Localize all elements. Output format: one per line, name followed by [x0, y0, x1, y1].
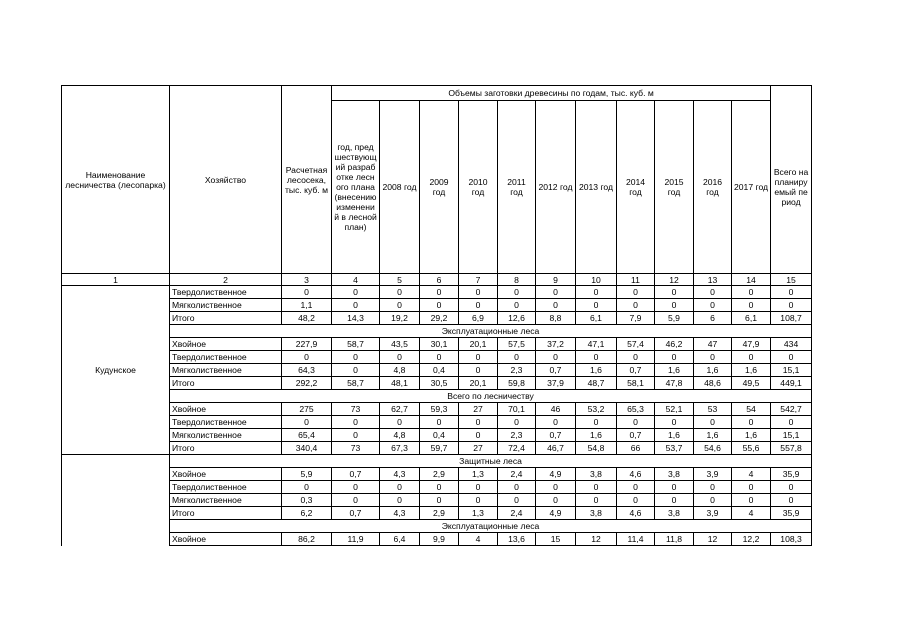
- column-number: 14: [732, 274, 771, 286]
- value-cell: 47,9: [732, 338, 771, 351]
- value-cell: 0: [498, 416, 536, 429]
- value-cell: 0: [732, 494, 771, 507]
- column-number: 1: [62, 274, 170, 286]
- value-cell: 1,6: [576, 429, 617, 442]
- table-row: [62, 494, 812, 507]
- column-number: 7: [459, 274, 498, 286]
- value-cell: 20,1: [459, 338, 498, 351]
- value-cell: 0: [576, 299, 617, 312]
- value-cell: 6: [694, 312, 732, 325]
- header-row-1: [62, 86, 812, 101]
- value-cell: 4,6: [617, 468, 655, 481]
- farm-type-cell: Мягколиственное: [170, 364, 282, 377]
- forestry-name-cell: [62, 455, 170, 546]
- table-row: [62, 364, 812, 377]
- value-cell: 47,8: [655, 377, 694, 390]
- header-year-2010: 2010 год: [459, 101, 498, 274]
- table-row: [62, 338, 812, 351]
- value-cell: 86,2: [282, 533, 332, 546]
- farm-type-cell: Хвойное: [170, 533, 282, 546]
- value-cell: 53,2: [576, 403, 617, 416]
- value-cell: 0: [694, 416, 732, 429]
- value-cell: 0: [282, 286, 332, 299]
- value-cell: 0: [420, 416, 459, 429]
- value-cell: 7,9: [617, 312, 655, 325]
- value-cell: 55,6: [732, 442, 771, 455]
- table-row: [62, 416, 812, 429]
- value-cell: 0: [617, 494, 655, 507]
- value-cell: 0: [498, 286, 536, 299]
- value-cell: 0: [536, 351, 576, 364]
- value-cell: 1,6: [732, 429, 771, 442]
- value-cell: 0: [732, 299, 771, 312]
- value-cell: 0: [498, 351, 536, 364]
- farm-type-cell: Хвойное: [170, 338, 282, 351]
- value-cell: 3,8: [576, 507, 617, 520]
- value-cell: 27: [459, 442, 498, 455]
- value-cell: 0: [536, 299, 576, 312]
- value-cell: 0: [459, 416, 498, 429]
- value-cell: 0: [771, 351, 812, 364]
- table-row: [62, 442, 812, 455]
- value-cell: 48,2: [282, 312, 332, 325]
- value-cell: 0,7: [536, 429, 576, 442]
- value-cell: 0: [655, 481, 694, 494]
- value-cell: 15,1: [771, 429, 812, 442]
- table-row: [62, 481, 812, 494]
- value-cell: 0: [576, 286, 617, 299]
- value-cell: 12: [576, 533, 617, 546]
- value-cell: 108,7: [771, 312, 812, 325]
- value-cell: 47: [694, 338, 732, 351]
- value-cell: 66: [617, 442, 655, 455]
- value-cell: 58,1: [617, 377, 655, 390]
- value-cell: 0: [459, 481, 498, 494]
- farm-type-cell: Мягколиственное: [170, 494, 282, 507]
- value-cell: 19,2: [380, 312, 420, 325]
- value-cell: 0: [536, 416, 576, 429]
- column-number-row: [62, 274, 812, 286]
- section-title: Защитные леса: [170, 455, 812, 468]
- value-cell: 54,8: [576, 442, 617, 455]
- value-cell: 11,9: [332, 533, 380, 546]
- header-group-title: Объемы заготовки древесины по годам, тыс. куб. м: [332, 86, 771, 101]
- value-cell: 0: [536, 286, 576, 299]
- value-cell: 0: [732, 351, 771, 364]
- value-cell: 0: [694, 351, 732, 364]
- value-cell: 0: [732, 286, 771, 299]
- value-cell: 0: [617, 481, 655, 494]
- header-year-2011: 2011 год: [498, 101, 536, 274]
- value-cell: 2,9: [420, 507, 459, 520]
- value-cell: 47,1: [576, 338, 617, 351]
- value-cell: 0: [459, 364, 498, 377]
- value-cell: 62,7: [380, 403, 420, 416]
- header-year-2012: 2012 год: [536, 101, 576, 274]
- value-cell: 29,2: [420, 312, 459, 325]
- value-cell: 6,1: [576, 312, 617, 325]
- header-year-2008: 2008 год: [380, 101, 420, 274]
- table-row: [62, 533, 812, 546]
- value-cell: 37,9: [536, 377, 576, 390]
- value-cell: 12,6: [498, 312, 536, 325]
- value-cell: 1,6: [694, 429, 732, 442]
- table-row: [62, 286, 812, 299]
- value-cell: 0: [332, 429, 380, 442]
- value-cell: 4,8: [380, 429, 420, 442]
- value-cell: 57,5: [498, 338, 536, 351]
- value-cell: 49,5: [732, 377, 771, 390]
- value-cell: 0: [420, 286, 459, 299]
- value-cell: 6,4: [380, 533, 420, 546]
- value-cell: 73: [332, 403, 380, 416]
- value-cell: 72,4: [498, 442, 536, 455]
- value-cell: 3,9: [694, 468, 732, 481]
- section-title: Эксплуатационные леса: [170, 325, 812, 338]
- value-cell: 2,9: [420, 468, 459, 481]
- farm-type-cell: Твердолиственное: [170, 351, 282, 364]
- value-cell: 0: [576, 481, 617, 494]
- harvest-volume-table: [61, 85, 812, 546]
- value-cell: 4,3: [380, 468, 420, 481]
- column-number: 11: [617, 274, 655, 286]
- value-cell: 0: [576, 494, 617, 507]
- farm-type-cell: Твердолиственное: [170, 286, 282, 299]
- value-cell: 20,1: [459, 377, 498, 390]
- value-cell: 275: [282, 403, 332, 416]
- value-cell: 54,6: [694, 442, 732, 455]
- value-cell: 15,1: [771, 364, 812, 377]
- value-cell: 57,4: [617, 338, 655, 351]
- value-cell: 35,9: [771, 507, 812, 520]
- table-row: [62, 429, 812, 442]
- value-cell: 0: [771, 286, 812, 299]
- value-cell: 292,2: [282, 377, 332, 390]
- value-cell: 9,9: [420, 533, 459, 546]
- value-cell: 0: [332, 299, 380, 312]
- value-cell: 1,3: [459, 507, 498, 520]
- value-cell: 2,4: [498, 507, 536, 520]
- farm-type-cell: Хвойное: [170, 468, 282, 481]
- value-cell: 0,7: [617, 364, 655, 377]
- column-number: 3: [282, 274, 332, 286]
- value-cell: 2,3: [498, 364, 536, 377]
- value-cell: 11,4: [617, 533, 655, 546]
- value-cell: 15: [536, 533, 576, 546]
- value-cell: 30,5: [420, 377, 459, 390]
- section-row: [62, 455, 812, 468]
- value-cell: 0: [617, 299, 655, 312]
- value-cell: 0: [332, 351, 380, 364]
- value-cell: 227,9: [282, 338, 332, 351]
- column-number: 2: [170, 274, 282, 286]
- table-row: [62, 312, 812, 325]
- value-cell: 5,9: [282, 468, 332, 481]
- value-cell: 0: [498, 299, 536, 312]
- value-cell: 70,1: [498, 403, 536, 416]
- value-cell: 0: [536, 494, 576, 507]
- section-row: [62, 520, 812, 533]
- value-cell: 11,8: [655, 533, 694, 546]
- value-cell: 0,7: [332, 468, 380, 481]
- value-cell: 0: [459, 429, 498, 442]
- value-cell: 0,4: [420, 364, 459, 377]
- value-cell: 59,8: [498, 377, 536, 390]
- value-cell: 0: [380, 351, 420, 364]
- value-cell: 0: [332, 286, 380, 299]
- header-farm: Хозяйство: [170, 86, 282, 274]
- value-cell: 0,7: [617, 429, 655, 442]
- value-cell: 0: [498, 494, 536, 507]
- value-cell: 0: [655, 299, 694, 312]
- value-cell: 65,3: [617, 403, 655, 416]
- value-cell: 0: [576, 416, 617, 429]
- value-cell: 3,8: [576, 468, 617, 481]
- column-number: 4: [332, 274, 380, 286]
- value-cell: 64,3: [282, 364, 332, 377]
- value-cell: 1,3: [459, 468, 498, 481]
- value-cell: 1,1: [282, 299, 332, 312]
- value-cell: 0: [617, 286, 655, 299]
- value-cell: 52,1: [655, 403, 694, 416]
- table-row: [62, 403, 812, 416]
- value-cell: 449,1: [771, 377, 812, 390]
- value-cell: 58,7: [332, 377, 380, 390]
- value-cell: 542,7: [771, 403, 812, 416]
- value-cell: 0: [655, 286, 694, 299]
- value-cell: 27: [459, 403, 498, 416]
- value-cell: 0: [459, 351, 498, 364]
- value-cell: 0: [771, 481, 812, 494]
- value-cell: 46,7: [536, 442, 576, 455]
- header-year-2015: 2015 год: [655, 101, 694, 274]
- value-cell: 12,2: [732, 533, 771, 546]
- value-cell: 3,8: [655, 507, 694, 520]
- column-number: 8: [498, 274, 536, 286]
- value-cell: 0: [694, 299, 732, 312]
- value-cell: 59,7: [420, 442, 459, 455]
- value-cell: 0: [282, 351, 332, 364]
- value-cell: 0: [420, 481, 459, 494]
- value-cell: 48,7: [576, 377, 617, 390]
- value-cell: 0: [332, 494, 380, 507]
- value-cell: 58,7: [332, 338, 380, 351]
- value-cell: 8,8: [536, 312, 576, 325]
- farm-type-cell: Мягколиственное: [170, 299, 282, 312]
- value-cell: 46,2: [655, 338, 694, 351]
- value-cell: 0: [498, 481, 536, 494]
- header-forestry-name: Наименование лесничества (лесопарка): [62, 86, 170, 274]
- value-cell: 1,6: [655, 364, 694, 377]
- farm-type-cell: Итого: [170, 507, 282, 520]
- value-cell: 73: [332, 442, 380, 455]
- farm-type-cell: Итого: [170, 312, 282, 325]
- value-cell: 0: [771, 299, 812, 312]
- value-cell: 0: [732, 481, 771, 494]
- column-number: 13: [694, 274, 732, 286]
- value-cell: 3,8: [655, 468, 694, 481]
- value-cell: 0,7: [332, 507, 380, 520]
- value-cell: 0: [332, 416, 380, 429]
- value-cell: 1,6: [732, 364, 771, 377]
- value-cell: 35,9: [771, 468, 812, 481]
- value-cell: 1,6: [655, 429, 694, 442]
- table-row: [62, 351, 812, 364]
- value-cell: 67,3: [380, 442, 420, 455]
- value-cell: 0: [420, 299, 459, 312]
- table-row: [62, 507, 812, 520]
- value-cell: 0: [459, 494, 498, 507]
- value-cell: 48,1: [380, 377, 420, 390]
- farm-type-cell: Твердолиственное: [170, 416, 282, 429]
- value-cell: 108,3: [771, 533, 812, 546]
- value-cell: 0: [536, 481, 576, 494]
- table-row: [62, 299, 812, 312]
- header-calc-cut: Расчетная лесосека, тыс. куб. м: [282, 86, 332, 274]
- header-year-2013: 2013 год: [576, 101, 617, 274]
- value-cell: 557,8: [771, 442, 812, 455]
- value-cell: 65,4: [282, 429, 332, 442]
- value-cell: 12: [694, 533, 732, 546]
- value-cell: 0: [771, 416, 812, 429]
- value-cell: 0: [655, 351, 694, 364]
- header-total-period: Всего на планируемый период: [771, 101, 812, 274]
- value-cell: 0,7: [536, 364, 576, 377]
- value-cell: 0,3: [282, 494, 332, 507]
- value-cell: 4,3: [380, 507, 420, 520]
- value-cell: 54: [732, 403, 771, 416]
- value-cell: 4,8: [380, 364, 420, 377]
- value-cell: 4,6: [617, 507, 655, 520]
- table-row: [62, 377, 812, 390]
- value-cell: 0: [282, 481, 332, 494]
- value-cell: 0: [459, 299, 498, 312]
- value-cell: 0: [617, 416, 655, 429]
- value-cell: 6,2: [282, 507, 332, 520]
- column-number: 10: [576, 274, 617, 286]
- section-row: [62, 390, 812, 403]
- column-number: 15: [771, 274, 812, 286]
- value-cell: 434: [771, 338, 812, 351]
- header-year-2017: 2017 год: [732, 101, 771, 274]
- header-year-2014: 2014 год: [617, 101, 655, 274]
- value-cell: 53,7: [655, 442, 694, 455]
- table-row: [62, 468, 812, 481]
- value-cell: 2,3: [498, 429, 536, 442]
- value-cell: 0: [380, 286, 420, 299]
- farm-type-cell: Итого: [170, 377, 282, 390]
- value-cell: 46: [536, 403, 576, 416]
- farm-type-cell: Хвойное: [170, 403, 282, 416]
- value-cell: 0: [380, 299, 420, 312]
- value-cell: 13,6: [498, 533, 536, 546]
- value-cell: 0: [732, 416, 771, 429]
- column-number: 12: [655, 274, 694, 286]
- value-cell: 0: [380, 494, 420, 507]
- forestry-name-cell: Кудунское: [62, 286, 170, 455]
- value-cell: 53: [694, 403, 732, 416]
- value-cell: 0: [459, 286, 498, 299]
- section-title: Эксплуатационные леса: [170, 520, 812, 533]
- value-cell: 0: [617, 351, 655, 364]
- value-cell: 0: [380, 481, 420, 494]
- value-cell: 30,1: [420, 338, 459, 351]
- value-cell: 4,9: [536, 507, 576, 520]
- value-cell: 14,3: [332, 312, 380, 325]
- value-cell: 0: [420, 494, 459, 507]
- value-cell: 0: [655, 494, 694, 507]
- value-cell: 5,9: [655, 312, 694, 325]
- header-year-2009: 2009 год: [420, 101, 459, 274]
- value-cell: 4: [732, 468, 771, 481]
- value-cell: 6,1: [732, 312, 771, 325]
- value-cell: 59,3: [420, 403, 459, 416]
- value-cell: 43,5: [380, 338, 420, 351]
- value-cell: 6,9: [459, 312, 498, 325]
- value-cell: 0,4: [420, 429, 459, 442]
- column-number: 6: [420, 274, 459, 286]
- header-prev-year: год, предшествующий разработке лесного плана (внесению изменений в лесной план): [332, 101, 380, 274]
- value-cell: 4,9: [536, 468, 576, 481]
- section-row: [62, 325, 812, 338]
- value-cell: 0: [332, 481, 380, 494]
- value-cell: 0: [420, 351, 459, 364]
- value-cell: 3,9: [694, 507, 732, 520]
- farm-type-cell: Итого: [170, 442, 282, 455]
- farm-type-cell: Твердолиственное: [170, 481, 282, 494]
- value-cell: 1,6: [694, 364, 732, 377]
- farm-type-cell: Мягколиственное: [170, 429, 282, 442]
- value-cell: 4: [732, 507, 771, 520]
- header-total-top: [771, 86, 812, 101]
- value-cell: 0: [771, 494, 812, 507]
- value-cell: 0: [380, 416, 420, 429]
- value-cell: 37,2: [536, 338, 576, 351]
- value-cell: 2,4: [498, 468, 536, 481]
- value-cell: 0: [655, 416, 694, 429]
- value-cell: 0: [576, 351, 617, 364]
- column-number: 5: [380, 274, 420, 286]
- value-cell: 48,6: [694, 377, 732, 390]
- value-cell: 0: [332, 364, 380, 377]
- value-cell: 0: [694, 494, 732, 507]
- value-cell: 4: [459, 533, 498, 546]
- value-cell: 0: [694, 286, 732, 299]
- section-title: Всего по лесничеству: [170, 390, 812, 403]
- header-year-2016: 2016 год: [694, 101, 732, 274]
- value-cell: 1,6: [576, 364, 617, 377]
- value-cell: 0: [694, 481, 732, 494]
- column-number: 9: [536, 274, 576, 286]
- value-cell: 340,4: [282, 442, 332, 455]
- value-cell: 0: [282, 416, 332, 429]
